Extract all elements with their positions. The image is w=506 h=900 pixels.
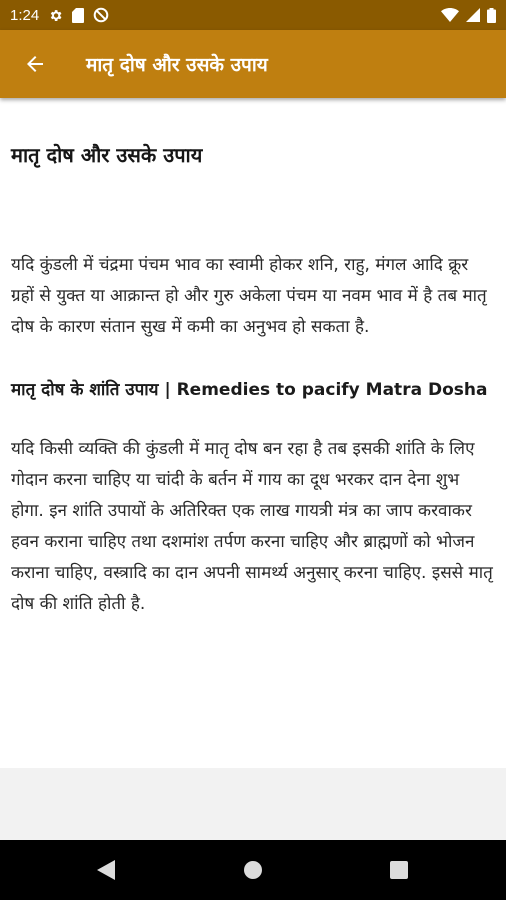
nav-back-button[interactable] (96, 860, 116, 880)
remedies-subheading: मातृ दोष के शांति उपाय | Remedies to pacify Matra Dosha (11, 380, 488, 400)
settings-gear-icon (48, 8, 63, 23)
nav-home-button[interactable] (243, 860, 263, 880)
back-button[interactable] (22, 51, 48, 77)
arrow-back-icon (23, 52, 47, 76)
article-paragraph-2: यदि किसी व्यक्ति की कुंडली में मातृ दोष बन रहा है तब इसकी शांति के लिए गोदान करना चाहिए या चांदी के बर्तन में गाय का दूध भरकर दान देना शुभ होगा. इन शांति उपायों के अतिरिक्त एक लाख गायत्री मंत्र का जाप करवाकर हवन कराना चाहिए तथा दशमांश तर्पण करना चाहिए और ब्राह्मणों को भोजन कराना चाहिए, वस्त्रादि का दान अपनी सामर्थ्य अनुसार् करना चाहिए. इससे मातृ दोष की शांति होती है. (11, 439, 493, 614)
status-bar (0, 0, 506, 30)
do-not-disturb-icon (93, 7, 109, 23)
system-nav-bar (0, 840, 506, 900)
wifi-icon (441, 8, 459, 22)
signal-icon (466, 8, 480, 22)
article-content (0, 98, 506, 768)
article-paragraph-1: यदि कुंडली में चंद्रमा पंचम भाव का स्वामी होकर शनि, राहु, मंगल आदि क्रूर ग्रहों से युक्त या आक्रान्त हो और गुरु अकेला पंचम या नवम भाव में है तब मातृ दोष के कारण संतान सुख में कमी का अनुभव हो सकता है. (11, 255, 487, 337)
app-bar (0, 30, 506, 98)
nav-back-icon (97, 860, 115, 880)
article-title: मातृ दोष और उसके उपाय (11, 143, 203, 167)
status-time: 1:24 (10, 6, 40, 24)
battery-icon (487, 8, 496, 23)
status-right (441, 8, 496, 23)
app-bar-title: मातृ दोष और उसके उपाय (86, 54, 268, 76)
nav-home-icon (243, 860, 263, 880)
nav-recents-button[interactable] (389, 860, 409, 880)
sd-card-icon (72, 8, 84, 23)
status-left (10, 7, 109, 24)
nav-recents-icon (390, 861, 408, 879)
